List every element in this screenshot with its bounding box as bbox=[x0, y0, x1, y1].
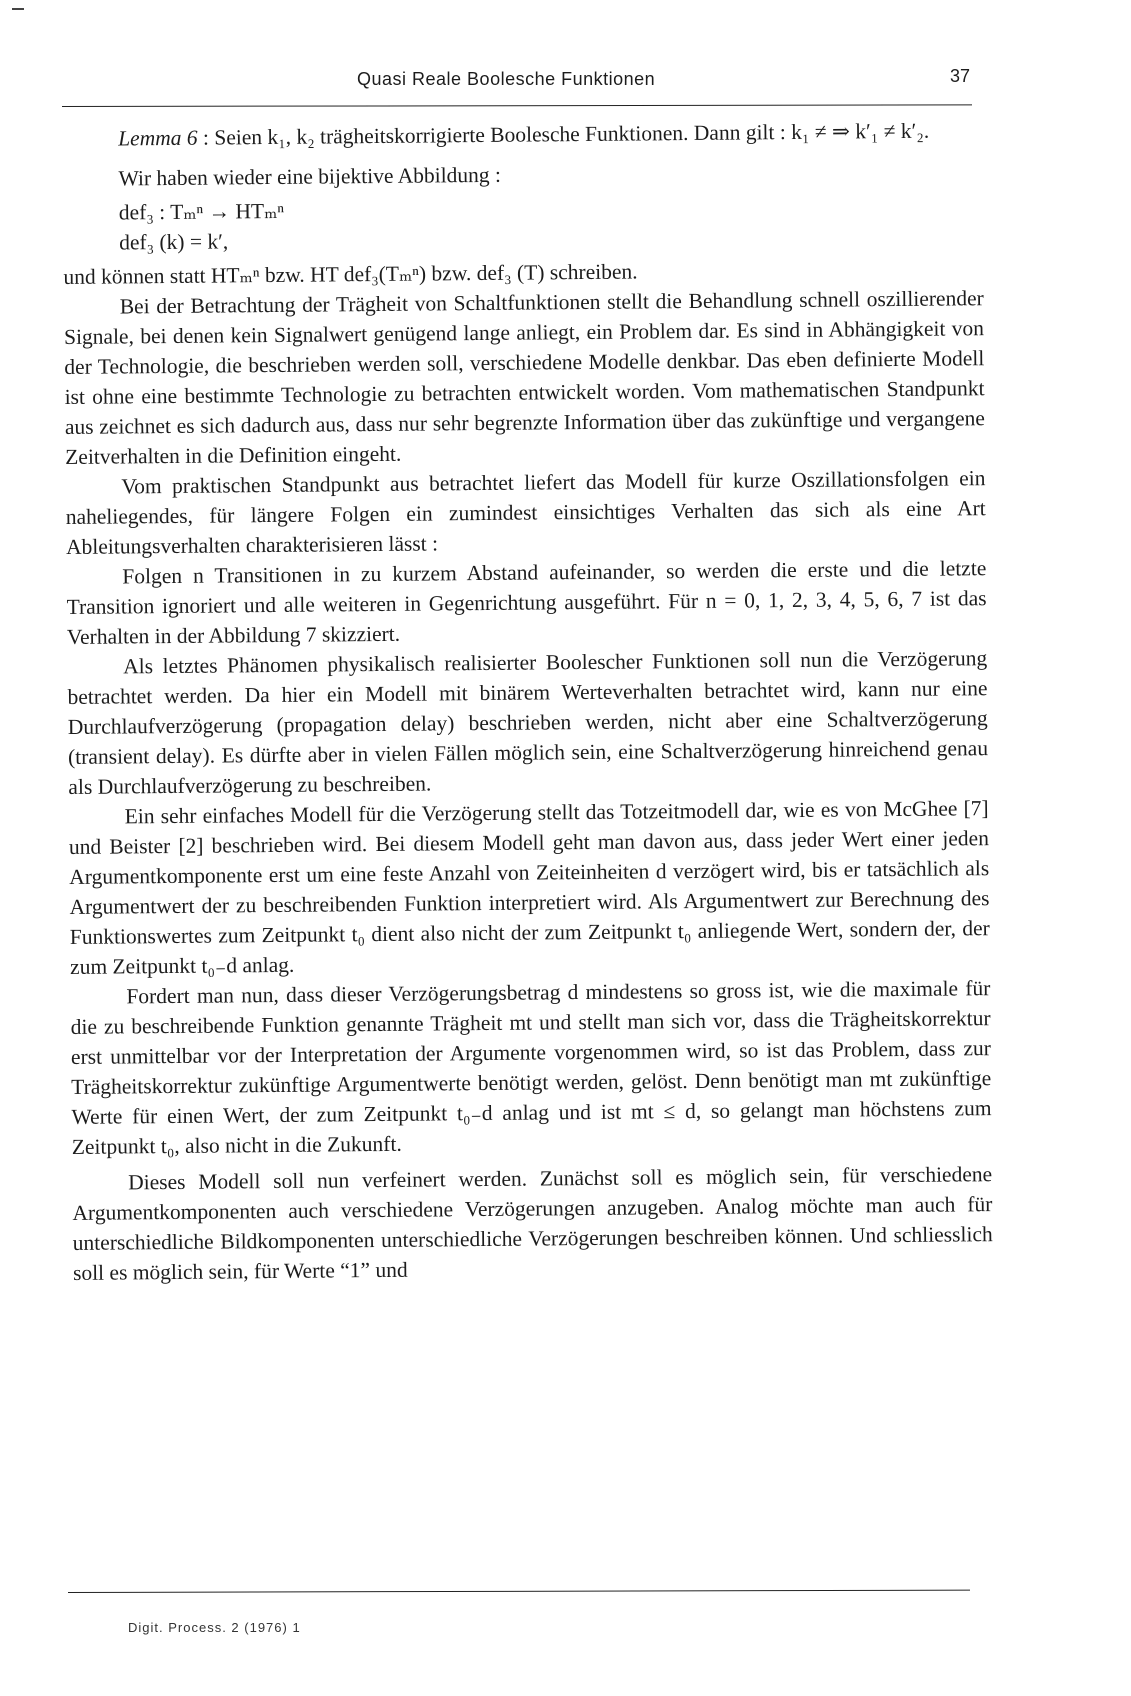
paragraph-notation: und können statt HTₘⁿ bzw. HT def₃(Tₘⁿ) bzw. def₃ (T) schreiben. bbox=[63, 259, 638, 289]
paragraph-delay-phenomenon: Als letztes Phänomen physikalisch realisierter Boolescher Funktionen soll nun die Verzögerung betrachtet werden. Da hier ein Modell mit binärem Werteverhalten betrachtet wird, kann nur eine Durchlaufverzögerung (propagation delay) beschrieben werden, nicht aber eine Schaltverzögerung (transient delay). Es dürfte aber in vielen Fällen möglich sein, eine Schaltverzögerung hinreichend genau als Durchlaufverzögerung zu beschreiben. bbox=[67, 646, 989, 799]
paragraph-inertia-correction: Fordert man nun, dass dieser Verzögerungsbetrag d mindestens so gross ist, wie die maximale für die zu beschreibende Funktion genannte Trägheit mt und stellt man sich vor, dass die Trägheitskorrektur erst unmittelbar vor der Interpretation der Argumente vorgenommen wird, so ist das Problem, dass zur Trägheitskorrektur zukünftige Argumentwerte benötigt werden, gelöst. Denn benötigt man mt zukünftige Werte für einen Wert, der zum Zeitpunkt t₀₋d anlag und ist mt ≤ d, so gelangt man höchstens zum Zeitpunkt t₀, also nicht in die Zukunft. bbox=[70, 976, 992, 1159]
paragraph-model-refinement: Dieses Modell soll nun verfeinert werden. Zunächst soll es möglich sein, für verschiedene Argumentkomponenten auch verschiedene Verzögerungen anzugeben. Analog möchte man auch für unterschiedliche Bildkomponenten unterschiedliche Verzögerungen beschreiben können. Und schliesslich soll es möglich sein, für Werte “1” und bbox=[72, 1162, 993, 1285]
formula-line-1: def₃ : Tₘⁿ → HTₘⁿ bbox=[118, 198, 285, 225]
footer-rule bbox=[68, 1590, 970, 1593]
body-text bbox=[62, 115, 993, 1288]
corner-scan-mark bbox=[12, 8, 24, 10]
header-rule bbox=[62, 104, 972, 107]
page-number: 37 bbox=[950, 66, 971, 86]
running-title: Quasi Reale Boolesche Funktionen bbox=[357, 69, 656, 89]
lemma-text: : Seien k₁, k₂ trägheitskorrigierte Boolesche Funktionen. Dann gilt : k₁ ≠ ⇒ k′₁ ≠ k′₂. bbox=[197, 118, 930, 150]
paragraph-transitions: Folgen n Transitionen in zu kurzem Abstand aufeinander, so werden die erste und die letzte Transition ignoriert und alle weiteren in Gegenrichtung ausgeführt. Für n = 0, 1, 2, 3, 4, 5, 6, 7 ist das Verhalten in der Abbildung 7 skizziert. bbox=[66, 556, 987, 649]
footer-journal-citation: Digit. Process. 2 (1976) 1 bbox=[128, 1620, 301, 1635]
paragraph-practical-view: Vom praktischen Standpunkt aus betrachtet liefert das Modell für kurze Oszillationsfolgen ein naheliegendes, für längere Folgen ein zumindest einsichtiges Verhalten das sich als eine Art Ableitungsverhalten charakterisieren lässt : bbox=[65, 466, 986, 559]
formula-block bbox=[63, 189, 984, 258]
paragraph-oscillation: Bei der Betrachtung der Trägheit von Schaltfunktionen stellt die Behandlung schnell oszillierender Signale, bei denen kein Signalwert genügend lange anliegt, ein Problem dar. Es sind in Abhängigkeit von der Technologie, die beschrieben werden soll, verschiedene Modelle denkbar. Das eben definierte Modell ist ohne eine bestimmte Technologie zu betrachten entwickelt worden. Vom mathematischen Standpunkt aus zeichnet es sich dadurch aus, dass nur sehr begrenzte Information über das zukünftige und vergangene Zeitverhalten in die Definition eingeht. bbox=[63, 286, 985, 469]
paragraph-bijection-intro: Wir haben wieder eine bijektive Abbildung : bbox=[118, 162, 502, 191]
formula-line-2: def₃ (k) = k′, bbox=[119, 229, 229, 255]
page-header bbox=[62, 62, 972, 112]
lemma-label: Lemma 6 bbox=[118, 125, 198, 151]
paragraph-deadtime-model: Ein sehr einfaches Modell für die Verzögerung stellt das Totzeitmodell dar, wie es von McGhee [7] und Beister [2] beschrieben wird. Bei diesem Modell geht man davon aus, dass jeder Wert einer jeden Argumentkomponente erst um eine feste Anzahl von Zeiteinheiten d verzögert wird, bis er tatsächlich als Argumentwert der zu beschreibenden Funktion interpretiert wird. Als Argumentwert zur Berechnung des Funktionswertes zum Zeitpunkt t₀ dient also nicht der zum Zeitpunkt t₀ anliegende Wert, sondern der, der zum Zeitpunkt t₀₋d anlag. bbox=[68, 796, 990, 979]
lemma-paragraph bbox=[62, 115, 982, 154]
